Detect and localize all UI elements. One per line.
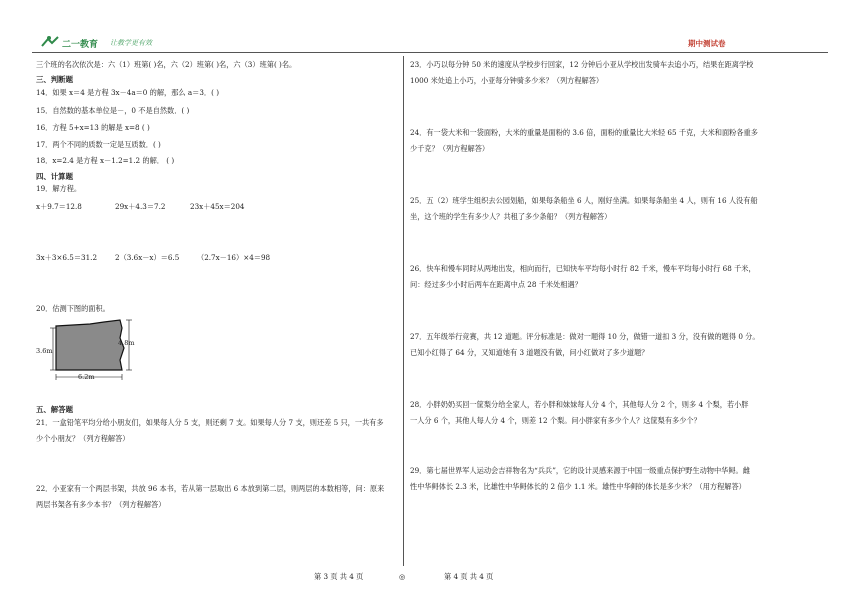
question-28-line1: 28．小胖奶奶买回一筐梨分给全家人，若小胖和妹妹每人分 4 个，其他每人分 2 个，则多 4 个梨，若小胖 (410, 400, 749, 409)
question-27-line1: 27．五年级举行竞赛，共 12 道题。评分标准是：做对一题得 10 分，做错一道扣 3 分，没有做的题得 0 分。 (410, 332, 760, 341)
question-18: 18．x=2.4 是方程 x－1.2=1.2 的解． ( ) (36, 156, 175, 165)
question-24-line2: 少千克？（列方程解答） (410, 144, 490, 153)
question-22-line2: 两层书架各有多少本书？（列方程解答） (36, 500, 166, 509)
question-26-line1: 26．快车和慢车同时从两地出发，相向而行，已知快车平均每小时行 82 千米，慢车平均每小时行 68 千米， (410, 264, 756, 273)
header-divider (32, 52, 828, 53)
question-20: 20．估测下图的面积。 (36, 304, 110, 313)
question-15: 15．自然数的基本单位是－，0 不是自然数．( ) (36, 106, 190, 115)
question-29-line1: 29．第七届世界军人运动会吉祥物名为“兵兵”，它的设计灵感来源于中国一级重点保护野生动物中华鲟。雌 (410, 466, 750, 475)
question-25-line1: 25．五（2）班学生组织去公园划船，如果每条船坐 6 人，刚好坐满。如果每条船坐 4 人，则有 16 人没有船 (410, 196, 758, 205)
brand-logo-icon (40, 35, 62, 49)
equation-1: x＋9.7＝12.8 (36, 202, 82, 211)
equation-3: 23x＋45x＝204 (190, 202, 245, 211)
question-24-line1: 24．有一袋大米和一袋面粉，大米的重量是面粉的 3.6 倍，面粉的重量比大米轻 65 千克，大米和面粉各重多 (410, 128, 758, 137)
question-26-line2: 问：经过多少小时后两车在距离中点 28 千米处相遇？ (410, 280, 582, 289)
question-19: 19．解方程。 (36, 184, 82, 193)
question-21-line2: 少个小朋友？（列方程解答） (36, 434, 130, 443)
equation-5: 2（3.6x－x）＝6.5 (115, 253, 180, 262)
section-judge-title: 三、判断题 (36, 75, 73, 84)
equation-2: 29x＋4.3＝7.2 (115, 202, 166, 211)
exam-label: 期中测试卷 (688, 39, 726, 48)
equation-4: 3x＋3×6.5＝31.2 (36, 253, 98, 262)
footer-page-right: 第 4 页 共 4 页 (444, 572, 494, 581)
figure-label-right: 4.8m (118, 339, 135, 347)
section-solve-title: 五、解答题 (36, 405, 73, 414)
question-23-line2: 1000 米处追上小巧，小亚每分钟骑多少米？（列方程解答） (410, 76, 604, 85)
rank-line: 三个班的名次依次是：六（1）班第( )名，六（2）班第( )名，六（3）班第( )名。 (36, 60, 297, 69)
question-25-line2: 坐，这个班的学生有多少人？共租了多少条船？（列方程解答） (410, 212, 612, 221)
question-23-line1: 23．小巧以每分钟 50 米的速度从学校步行回家，12 分钟后小亚从学校出发骑车去追小巧，结果在距离学校 (410, 60, 754, 69)
question-21-line1: 21．一盒铅笔平均分给小朋友们，如果每人分 5 支，则还剩 7 支。如果每人分 7 支，则还差 5 只，一共有多 (36, 418, 384, 427)
figure-label-bottom: 6.2m (78, 373, 95, 381)
brand-slogan: 让教学更有效 (110, 39, 152, 47)
footer-page-left: 第 3 页 共 4 页 (314, 572, 364, 581)
question-17: 17．两个不同的质数一定是互质数．( ) (36, 140, 161, 149)
question-14: 14．如果 x＝4 是方程 3x－4a＝0 的解，那么 a＝3．( ) (36, 88, 220, 97)
column-divider (403, 56, 404, 566)
brand-name: 二一教育 (62, 40, 99, 50)
section-calc-title: 四、计算题 (36, 172, 73, 181)
footer-center-icon: ◎ (399, 572, 406, 581)
question-28-line2: 一人分 6 个，其他人每人分 4 个，则差 12 个梨。问小胖家有多少个人？这筐梨有多少个？ (410, 416, 701, 425)
question-29-line2: 性中华鲟体长 2.3 米，比雄性中华鲟体长的 2 倍少 1.1 米。雄性中华鲟的体长是多少米？（用方程解答） (410, 482, 746, 491)
question-22-line1: 22．小亚家有一个两层书架，共放 96 本书，若从第一层取出 6 本放到第二层，则两层的本数相等，问：原来 (36, 484, 385, 493)
question-27-line2: 已知小红得了 64 分，又知道她有 3 道题没有做，问小红做对了多少道题？ (410, 348, 649, 357)
figure-label-left: 3.6m (36, 347, 53, 355)
equation-6: （2.7x－16）×4＝98 (197, 253, 271, 262)
question-16: 16．方程 5+x=13 的解是 x=8 ( ) (36, 123, 150, 132)
